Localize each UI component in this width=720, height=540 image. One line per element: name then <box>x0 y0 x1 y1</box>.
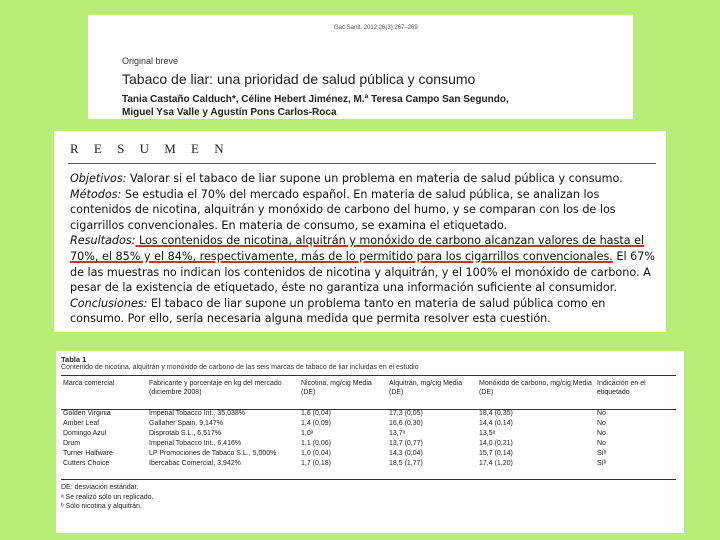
objetivos-label: Objetivos: <box>70 172 127 185</box>
conclusiones-paragraph <box>70 296 660 327</box>
cell-labeling: No <box>597 420 606 427</box>
cell-tar: 18,5 (1,77) <box>389 460 423 467</box>
objetivos-text: Valorar si el tabaco de liar supone un problema en materia de salud pública y consumo. <box>126 172 623 185</box>
table-title: Tabla 1 <box>61 355 87 364</box>
cell-manufacturer: Gallaher Spain, 9,147% <box>149 420 223 427</box>
abstract-heading: R E S U M E N <box>70 141 230 156</box>
cell-labeling: No <box>597 440 606 447</box>
cell-manufacturer: Imperial Tobacco Int., 35,038% <box>149 410 245 417</box>
resultados-highlight: Los contenidos de nicotina, alquitrán y monóxido de carbono alcanzan valores de hasta el 70%, el 85% y el 84%, respectivamente, más de lo permitido para los cigarrillos convencionales. <box>70 234 645 263</box>
cell-brand: Domingo Azul <box>63 430 107 437</box>
resultados-paragraph <box>70 233 660 295</box>
column-header-nicotine: Nicotina, mg/cig Media (DE) <box>301 380 372 396</box>
column-header-tar: Alquitrán, mg/cig Media (DE) <box>389 380 463 396</box>
cell-tar: 17,3 (0,05) <box>389 410 423 417</box>
authors-line-2: Miguel Ysa Valle y Agustín Pons Carlos-Roca <box>122 107 337 118</box>
section-label: Original breve <box>122 56 179 66</box>
cell-carbon-monoxide: 13,5ᵃ <box>479 430 496 437</box>
cell-labeling: No <box>597 410 606 417</box>
conclusiones-text: El tabaco de liar supone un problema tanto en materia de salud pública como en consumo. Por ello, sería necesaria alguna medida que permita resolver esta cuestión. <box>70 296 606 326</box>
column-header-brand: Marca comercial <box>63 380 115 387</box>
cell-labeling: No <box>597 430 606 437</box>
metodos-paragraph <box>70 187 660 234</box>
cell-tar: 16,6 (0,30) <box>389 420 423 427</box>
column-header-manufacturer: Fabricante y porcentaje en kg del mercado (diciembre 2008) <box>149 380 282 396</box>
data-table <box>61 377 675 469</box>
table-header-row <box>61 377 675 409</box>
cell-manufacturer: Disprotab S.L., 6,517% <box>149 430 221 437</box>
resultados-label: Resultados: <box>70 234 136 248</box>
cell-carbon-monoxide: 14,0 (0,21) <box>479 440 513 447</box>
table-panel <box>56 351 684 533</box>
article-header-panel <box>88 15 633 119</box>
note-b: ᵇ Sólo nicotina y alquitrán. <box>61 503 142 510</box>
citation: Gac Sanit. 2012;26(3):267–269 <box>334 25 418 31</box>
conclusiones-label: Conclusiones: <box>70 296 148 310</box>
heading-rule <box>68 163 656 164</box>
table-top-rule <box>61 375 676 376</box>
note-a: ᵃ Se realizó sólo un replicado. <box>61 493 154 501</box>
objetivos-paragraph <box>70 171 660 187</box>
cell-tar: 13,7 (0,77) <box>389 440 423 447</box>
table-caption: Contenido de nicotina, alquitrán y monóxido de carbono de las seis marcas de tabaco de liar incluidas en el estudio <box>61 364 419 371</box>
table-row <box>61 419 675 429</box>
abstract-panel <box>54 131 666 332</box>
cell-manufacturer: Ibercabac Comercial, 3,942% <box>149 460 241 467</box>
article-title: Tabaco de liar: una prioridad de salud pública y consumo <box>122 71 476 87</box>
cell-nicotine: 1,0 (0,04) <box>301 450 331 457</box>
table-notes <box>61 483 154 512</box>
cell-labeling: Síᵇ <box>597 450 607 457</box>
cell-labeling: Síᵇ <box>597 460 607 467</box>
cell-nicotine: 1,4 (0,09) <box>301 420 331 427</box>
table-row <box>61 439 675 449</box>
cell-nicotine: 1,6 (0,04) <box>301 410 331 417</box>
authors <box>122 93 622 119</box>
abstract-body <box>70 171 660 327</box>
cell-carbon-monoxide: 15,7 (0,14) <box>479 450 513 457</box>
table-body <box>61 409 675 469</box>
table-bottom-rule <box>61 479 676 480</box>
cell-nicotine: 1,0ᵃ <box>301 430 314 437</box>
cell-manufacturer: Imperial Tobacco Int., 6,416% <box>149 440 242 447</box>
table-row <box>61 459 675 469</box>
cell-brand: Cutters Choice <box>63 460 110 467</box>
cell-brand: Turner Halfware <box>63 450 113 457</box>
cell-brand: Drum <box>63 440 81 447</box>
metodos-label: Métodos: <box>70 187 122 201</box>
table-row <box>61 449 675 459</box>
cell-brand: Golden Virginia <box>63 410 111 417</box>
cell-manufacturer: LP Promociones de Tabaco S.L., 5,000% <box>149 450 277 457</box>
cell-tar: 14,3 (0,04) <box>389 450 423 457</box>
cell-carbon-monoxide: 18,4 (0,35) <box>479 410 513 417</box>
cell-nicotine: 1,7 (0,18) <box>301 460 331 467</box>
cell-carbon-monoxide: 14,4 (0,14) <box>479 420 513 427</box>
column-header-labeling: Indicación en el etiquetado <box>597 380 646 396</box>
cell-brand: Amber Leaf <box>63 420 100 427</box>
authors-line-1: Tania Castaño Calduch*, Céline Hebert Jiménez, M.ª Teresa Campo San Segundo, <box>122 94 509 105</box>
note-de: DE: desviación estándar. <box>61 484 139 491</box>
table-row <box>61 409 675 419</box>
resultados-text: El 67% de las muestras no indican los contenidos de nicotina y alquitrán, y el 100% el monóxido de carbono. A pesar de la existencia de etiquetado, éste no garantiza una información suficiente al consumidor. <box>70 249 655 295</box>
cell-carbon-monoxide: 17,4 (1,20) <box>479 460 513 467</box>
cell-nicotine: 1,1 (0,06) <box>301 440 331 447</box>
metodos-text: Se estudia el 70% del mercado español. En materia de salud pública, se analizan los contenidos de nicotina, alquitrán y monóxido de carbono del humo, y se comparan con los de los cigarrillos convencionales. En materia de consumo, se examina el etiquetado. <box>70 187 616 232</box>
table-row <box>61 429 675 439</box>
cell-tar: 13,7ᵃ <box>389 430 406 437</box>
column-header-carbon-monoxide: Monóxido de carbono, mg/cig Media (DE) <box>479 380 592 396</box>
